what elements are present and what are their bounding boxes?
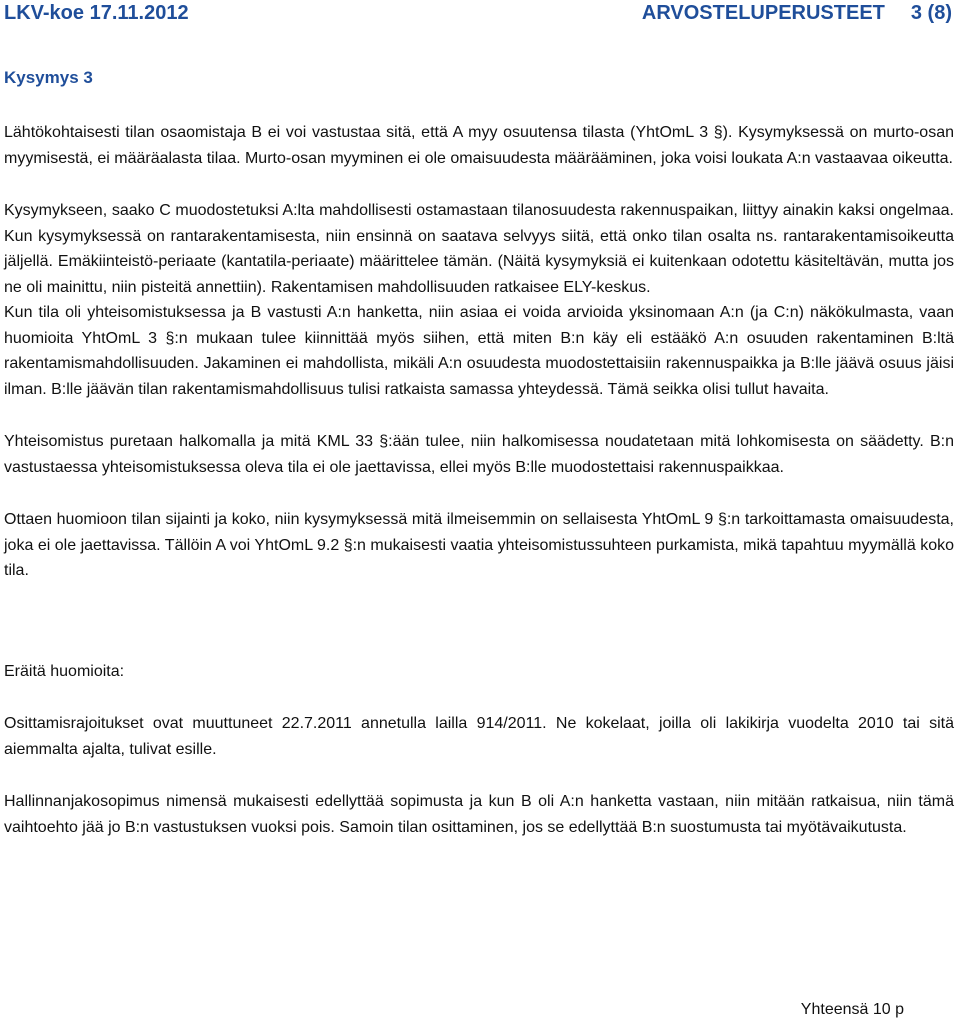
paragraph-4: Yhteisomistus puretaan halkomalla ja mitä KML 33 §:ään tulee, niin halkomisessa noudatetaan mitä lohkomisesta on säädetty. B:n vastustaessa yhteisomistuksessa oleva tila ei ole jaettavissa, ellei myös B:lle muodostettaisi rakennuspaikkaa. bbox=[4, 433, 954, 476]
answer-body bbox=[4, 120, 954, 840]
total-points: Yhteensä 10 p bbox=[800, 1001, 904, 1018]
notes-heading: Eräitä huomioita: bbox=[4, 662, 125, 680]
paragraph-1: Lähtökohtaisesti tilan osaomistaja B ei voi vastustaa sitä, että A myy osuutensa tilasta (YhtOmL 3 §). Kysymyksessä on murto-osan myymisestä, ei määräalasta tilaa. Murto-osan myyminen ei ole omaisuudesta määrääminen, joka voisi loukata A:n vastaavaa oikeutta. bbox=[4, 124, 954, 167]
page-header bbox=[4, 0, 952, 26]
exam-date: LKV-koe 17.11.2012 bbox=[4, 1, 189, 24]
note-2: Hallinnanjakosopimus nimensä mukaisesti edellyttää sopimusta ja kun B oli A:n hanketta vastaan, niin mitään ratkaisua, niin tämä vaihtoehto jää jo B:n vastustuksen vuoksi pois. Samoin tilan osittaminen, jos se edellyttää B:n suostumusta tai myötävaikutusta. bbox=[4, 793, 954, 836]
paragraph-3: Kun tila oli yhteisomistuksessa ja B vastusti A:n hanketta, niin asiaa ei voida arvioida yksinomaan A:n (ja C:n) näkökulmasta, vaan huomioita YhtOmL 3 §:n mukaan tulee kiinnittää myös siihen, että miten B:n käy eli estääkö A:n osuuden rakentaminen B:ltä rakentamismahdollisuuden. Jakaminen ei mahdollista, mikäli A:n osuudesta muodostettaisiin rakennuspaikka ja B:lle jäävä osuus jäisi ilman. B:lle jäävän tilan rakentamismahdollisuus tulisi ratkaista samassa yhteydessä. Tämä seikka olisi tullut havaita. bbox=[4, 304, 954, 398]
question-title: Kysymys 3 bbox=[4, 68, 93, 87]
header-right bbox=[642, 2, 952, 25]
page-number: 3 (8) bbox=[910, 1, 952, 24]
note-1: Osittamisrajoitukset ovat muuttuneet 22.7.2011 annetulla lailla 914/2011. Ne kokelaat, joilla oli lakikirja vuodelta 2010 tai sitä aiemmalta ajalta, tulivat esille. bbox=[4, 715, 954, 758]
header-title: ARVOSTELUPERUSTEET bbox=[641, 1, 885, 24]
paragraph-5: Ottaen huomioon tilan sijainti ja koko, niin kysymyksessä mitä ilmeisemmin on sellaisesta YhtOmL 9 §:n tarkoittamasta omaisuudesta, joka ei ole jaettavissa. Tällöin A voi YhtOmL 9.2 §:n mukaisesti vaatia yhteisomistussuhteen purkamista, mikä tapahtuu myymällä koko tila. bbox=[4, 511, 954, 579]
paragraph-2: Kysymykseen, saako C muodostetuksi A:lta mahdollisesti ostamastaan tilanosuudesta rakennuspaikan, liittyy ainakin kaksi ongelmaa. Kun kysymyksessä on rantarakentamisesta, niin ensinnä on saatava selvyys siitä, että onko tilan osalta ns. rantarakentamisoikeutta jäljellä. Emäkiinteistö-periaate (kantatila-periaate) määrittelee tämän. (Näitä kysymyksiä ei kuitenkaan odotettu käsiteltävän, mutta jos ne oli mainittu, niin pisteitä annettiin). Rakentamisen mahdollisuuden ratkaisee ELY-keskus. bbox=[4, 202, 954, 296]
